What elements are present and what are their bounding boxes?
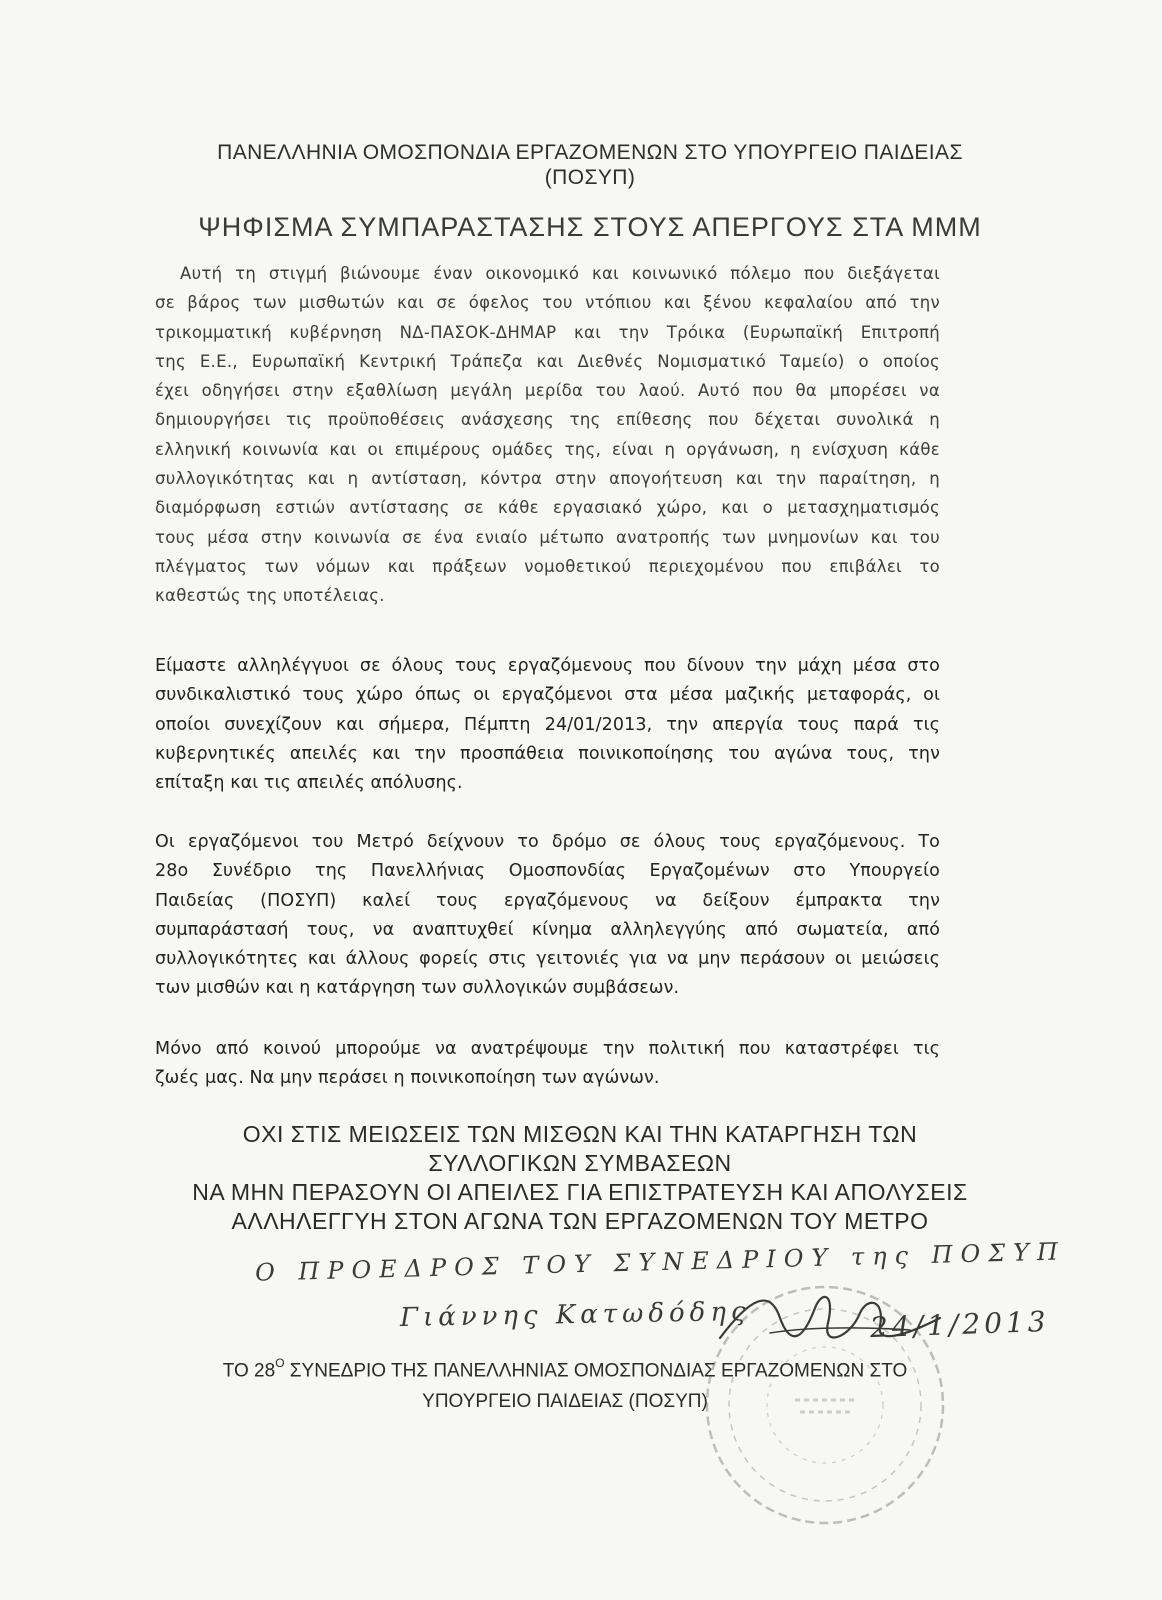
text-line: Είμαστε αλληλέγγυοι σε όλους τους εργαζόμενους που δίνουν την μάχη μέσα στο bbox=[155, 656, 940, 676]
signatory-block bbox=[190, 1350, 940, 1417]
signatory-rest: ΣΥΝΕΔΡΙΟ ΤΗΣ ΠΑΝΕΛΛΗΝΙΑΣ ΟΜΟΣΠΟΝΔΙΑΣ ΕΡΓΑΖΟΜΕΝΩΝ ΣΤΟ bbox=[284, 1360, 908, 1382]
text-line: διαμόρφωση εστιών αντίστασης σε κάθε εργασιακό χώρο, και ο μετασχηματισμός bbox=[155, 498, 940, 518]
handwritten-president-line: Ο ΠΡΟΕΔΡΟΣ ΤΟΥ ΣΥΝΕΔΡΙΟΥ της ΠΟΣΥΠ bbox=[254, 1237, 1067, 1287]
text-line: οποίοι συνεχίζουν και σήμερα, Πέμπτη 24/01/2013, την απεργία τους παρά τις bbox=[155, 714, 940, 735]
text-line: σε βάρος των μισθωτών και σε όφελος του ντόπιου και ξένου κεφαλαίου από την bbox=[155, 293, 940, 313]
text-line: συνδικαλιστικό τους χώρο όπως οι εργαζόμενοι στα μέσα μαζικής μεταφοράς, οι bbox=[155, 685, 940, 706]
text-line: της Ε.Ε., Ευρωπαϊκή Κεντρική Τράπεζα και Διεθνές Νομισματικό Ταμείο) ο οποίος bbox=[155, 351, 940, 371]
text-line: κυβερνητικές απειλές και την προσπάθεια ποινικοποίησης του αγώνα τους, την bbox=[155, 743, 940, 764]
handwritten-date: 24/1/2013 bbox=[869, 1304, 1051, 1345]
text-line: συμπαράστασή τους, να αναπτυχθεί κίνημα αλληλεγγύης από σωματεία, από bbox=[155, 919, 940, 940]
slogan-line: ΟΧΙ ΣΤΙΣ ΜΕΙΩΣΕΙΣ ΤΩΝ ΜΙΣΘΩΝ ΚΑΙ ΤΗΝ ΚΑΤΑΡΓΗΣΗ ΤΩΝ bbox=[242, 1121, 918, 1147]
text-line: έχει οδηγήσει στην εξαθλίωση μεγάλη μερίδα του λαού. Αυτό που θα μπορέσει να bbox=[155, 381, 940, 401]
text-line: Οι εργαζόμενοι του Μετρό δείχνουν το δρόμο σε όλους τους εργαζόμενους. Το bbox=[155, 832, 940, 852]
document-title: ΨΗΦΙΣΜΑ ΣΥΜΠΑΡΑΣΤΑΣΗΣ ΣΤΟΥΣ ΑΠΕΡΓΟΥΣ ΣΤΑ ΜΜΜ bbox=[198, 212, 982, 242]
text-line: ελληνική κοινωνία και οι επιμέρους ομάδες της, είναι η οργάνωση, η ενίσχυση κάθε bbox=[155, 439, 940, 459]
paragraph-closing bbox=[155, 1035, 940, 1094]
text-line: των μισθών και η κατάργηση των συλλογικών συμβάσεων. bbox=[155, 978, 680, 999]
organization-heading bbox=[120, 140, 1060, 190]
text-line: τρικομματική κυβέρνηση ΝΔ-ΠΑΣΟΚ-ΔΗΜΑΡ και την Τρόικα (Ευρωπαϊκή Επιτροπή bbox=[155, 322, 940, 342]
text-line: καθεστώς της υποτέλειας. bbox=[155, 586, 385, 606]
organization-acronym: (ΠΟΣΥΠ) bbox=[544, 166, 636, 189]
text-line: δημιουργήσει τις προϋποθέσεις ανάσχεσης της επίθεσης που δέχεται συνολικά η bbox=[155, 410, 940, 430]
paragraph-intro bbox=[155, 259, 940, 611]
slogan-line: ΝΑ ΜΗΝ ΠΕΡΑΣΟΥΝ ΟΙ ΑΠΕΙΛΕΣ ΓΙΑ ΕΠΙΣΤΡΑΤΕΥΣΗ ΚΑΙ ΑΠΟΛΥΣΕΙΣ bbox=[192, 1179, 968, 1205]
text-line: πλέγματος των νόμων και πράξεων νομοθετικού περιεχομένου που επιβάλει το bbox=[155, 556, 940, 576]
slogans-block bbox=[120, 1120, 1040, 1236]
text-line: 28ο Συνέδριο της Πανελλήνιας Ομοσπονδίας Εργαζομένων στο Υπουργείο bbox=[155, 861, 940, 882]
text-line: Παιδείας (ΠΟΣΥΠ) καλεί τους εργαζόμενους να δείξουν έμπρακτα την bbox=[155, 890, 940, 911]
text-line: ζωές μας. Να μην περάσει η ποινικοποίηση των αγώνων. bbox=[155, 1068, 660, 1089]
signatory-line-2: ΥΠΟΥΡΓΕΙΟ ΠΑΙΔΕΙΑΣ (ΠΟΣΥΠ) bbox=[422, 1391, 708, 1413]
signatory-prefix: ΤΟ 28 bbox=[222, 1360, 276, 1382]
slogan-line: ΣΥΛΛΟΓΙΚΩΝ ΣΥΜΒΑΣΕΩΝ bbox=[428, 1150, 732, 1176]
ordinal-marker: Ο bbox=[275, 1356, 285, 1370]
organization-name: ΠΑΝΕΛΛΗΝΙΑ ΟΜΟΣΠΟΝΔΙΑ ΕΡΓΑΖΟΜΕΝΩΝ ΣΤΟ ΥΠΟΥΡΓΕΙΟ ΠΑΙΔΕΙΑΣ bbox=[217, 141, 963, 164]
text-line: επίταξη και τις απειλές απόλυσης. bbox=[155, 773, 463, 794]
handwritten-name: Γιάννης Κατωδόδης bbox=[399, 1296, 751, 1334]
signatory-line bbox=[190, 1350, 940, 1386]
text-line: Αυτή τη στιγμή βιώνουμε έναν οικονομικό και κοινωνικό πόλεμο που διεξάγεται bbox=[180, 264, 940, 283]
text-line: Μόνο από κοινού μπορούμε να ανατρέψουμε την πολιτική που καταστρέφει τις bbox=[155, 1039, 940, 1059]
text-line: τους μέσα στην κοινωνία σε ένα ενιαίο μέτωπο ανατροπής των μνημονίων και του bbox=[155, 527, 940, 547]
paragraph-metro-workers bbox=[155, 828, 940, 1004]
paragraph-solidarity bbox=[155, 652, 940, 798]
slogan-line: ΑΛΛΗΛΕΓΓΥΗ ΣΤΟΝ ΑΓΩΝΑ ΤΩΝ ΕΡΓΑΖΟΜΕΝΩΝ ΤΟΥ ΜΕΤΡΟ bbox=[231, 1208, 929, 1234]
text-line: συλλογικότητας και η αντίσταση, κόντρα στην απογοήτευση και την παραίτηση, η bbox=[155, 469, 940, 489]
text-line: συλλογικότητες και άλλους φορείς στις γειτονιές για να μην περάσουν οι μειώσεις bbox=[155, 949, 940, 970]
